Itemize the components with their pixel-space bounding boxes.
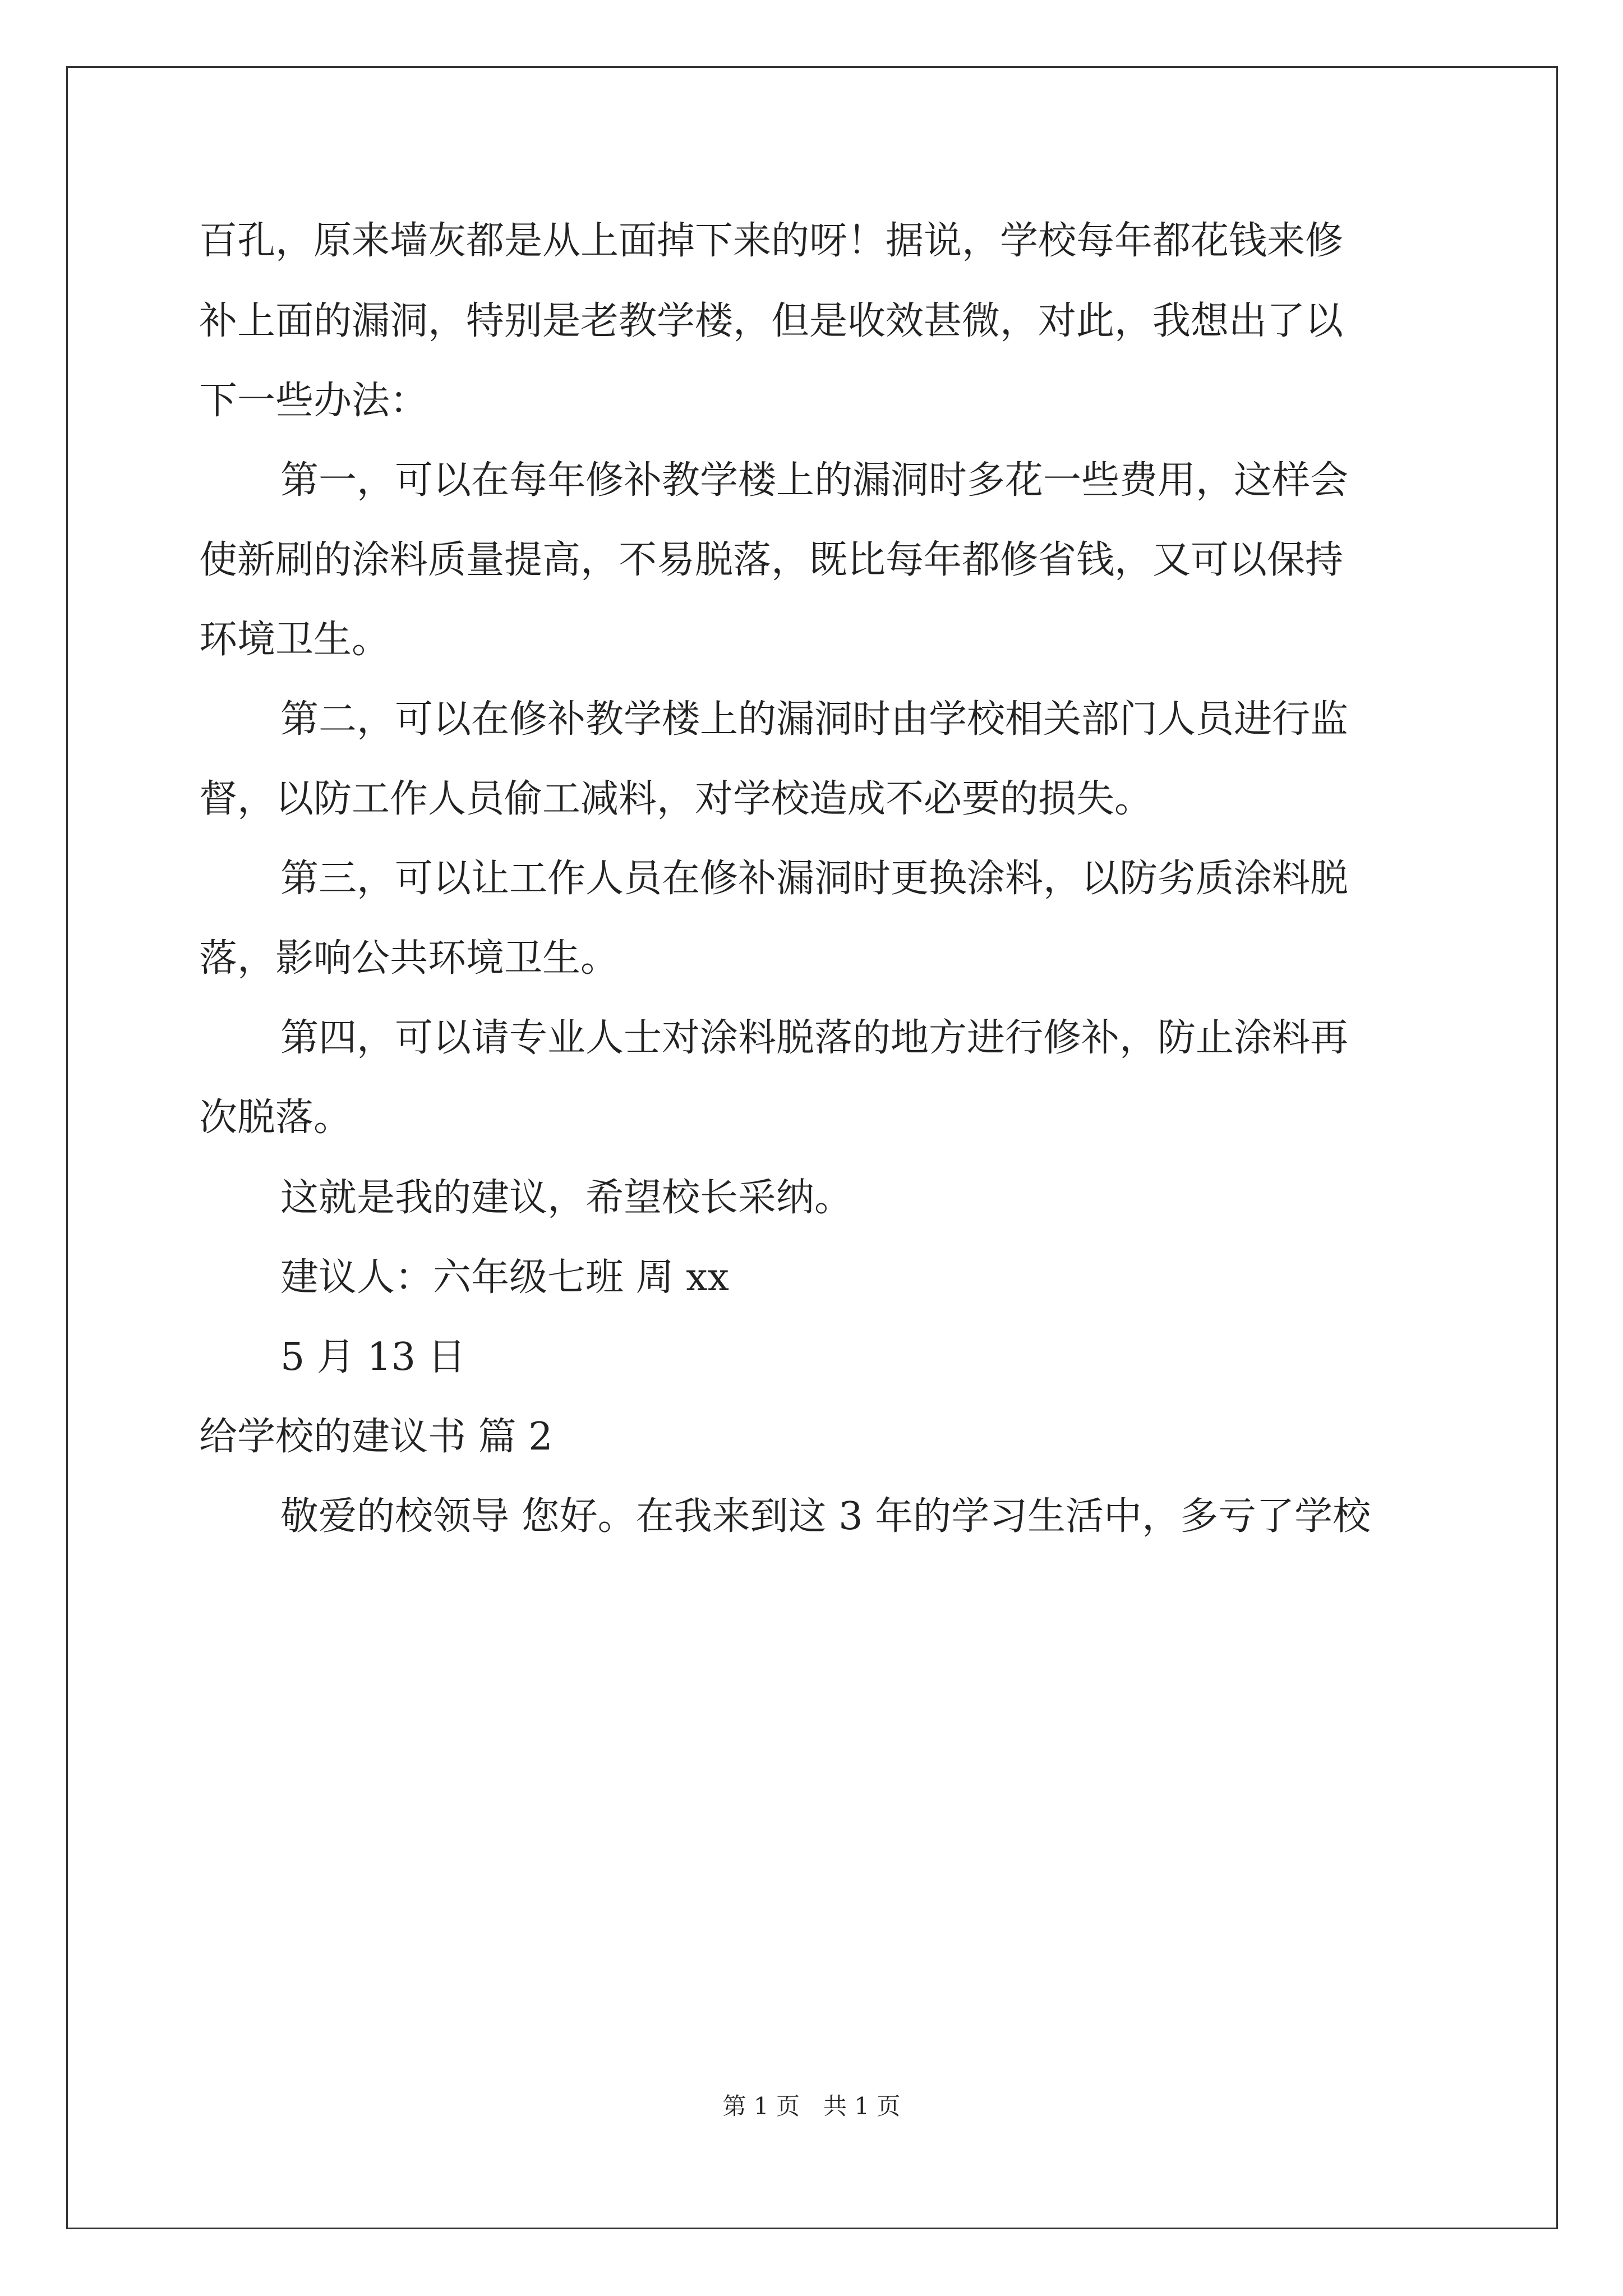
body-line-12: 次脱落。 [199, 1096, 352, 1140]
body-line-17: 敬爱的校领导 您好。在我来到这 3 年的学习生活中，多亏了学校 [280, 1494, 1371, 1539]
signature-line: 建议人：六年级七班 周 xx [280, 1255, 729, 1300]
body-line-3: 下一些办法： [199, 379, 428, 423]
body-line-11: 第四，可以请专业人士对涂料脱落的地方进行修补，防止涂料再 [280, 1016, 1349, 1060]
date-line: 5 月 13 日 [280, 1335, 466, 1379]
body-line-9: 第三，可以让工作人员在修补漏洞时更换涂料，以防劣质涂料脱 [280, 857, 1349, 901]
body-line-2: 补上面的漏洞，特别是老教学楼，但是收效甚微，对此，我想出了以 [199, 299, 1344, 343]
body-line-1: 百孔，原来墙灰都是从上面掉下来的呀！据说，学校每年都花钱来修 [199, 219, 1344, 263]
body-line-4: 第一，可以在每年修补教学楼上的漏洞时多花一些费用，这样会 [280, 458, 1349, 503]
section-heading: 给学校的建议书 篇 2 [199, 1415, 553, 1459]
body-line-6: 环境卫生。 [199, 618, 390, 662]
body-line-5: 使新刷的涂料质量提高，不易脱落，既比每年都修省钱，又可以保持 [199, 538, 1344, 582]
body-line-8: 督，以防工作人员偷工减料，对学校造成不必要的损失。 [199, 777, 1153, 821]
body-line-13: 这就是我的建议，希望校长采纳。 [280, 1176, 853, 1220]
body-line-7: 第二，可以在修补教学楼上的漏洞时由学校相关部门人员进行监 [280, 697, 1349, 742]
page-footer: 第 1 页 共 1 页 [722, 2092, 901, 2120]
body-line-10: 落，影响公共环境卫生。 [199, 936, 619, 981]
